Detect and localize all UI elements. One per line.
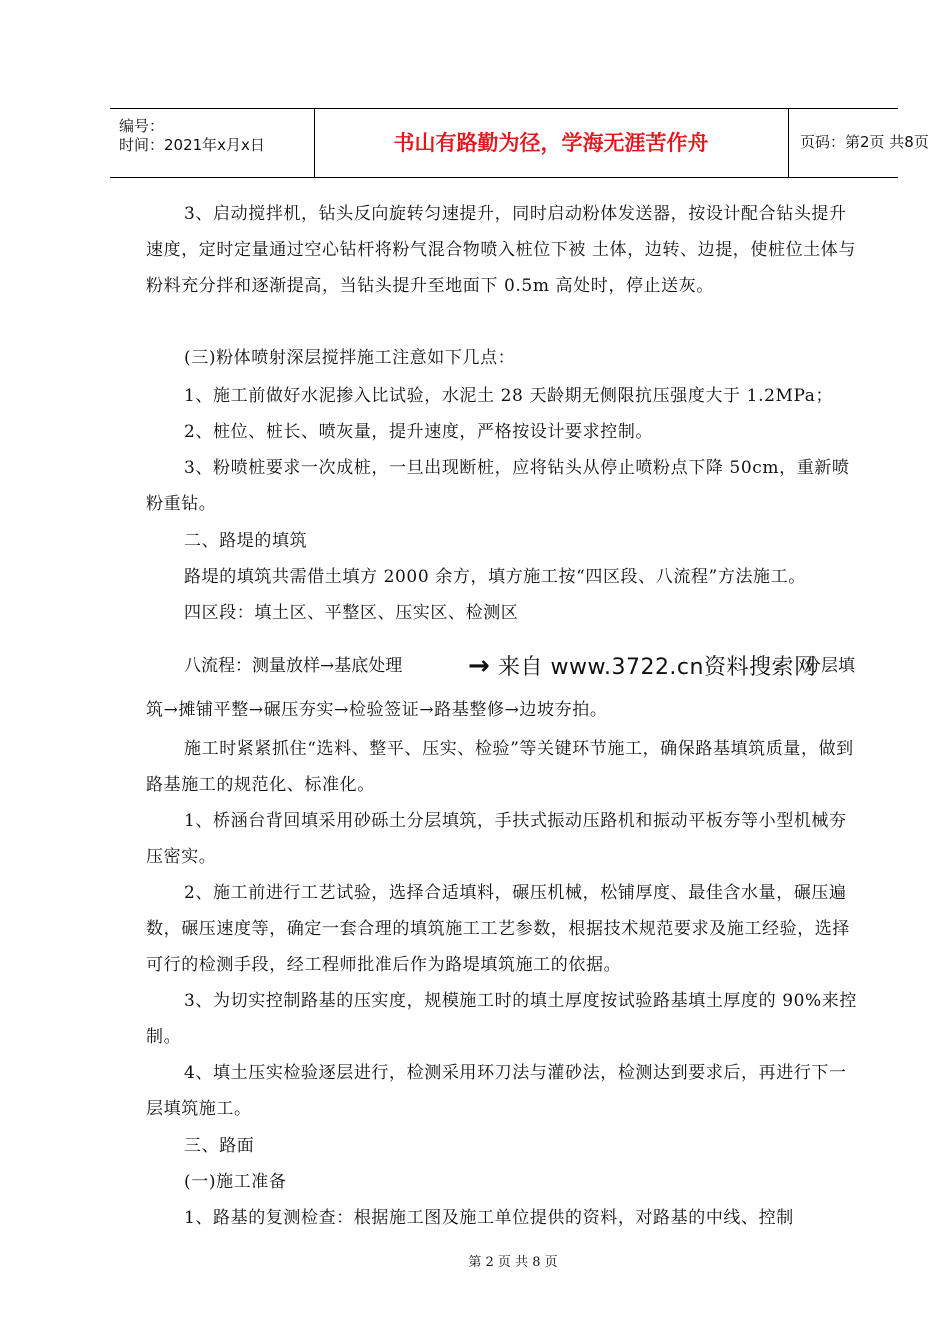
heading-embankment: 二、路堤的填筑 <box>184 531 308 551</box>
heading-preparation: (一)施工准备 <box>184 1172 287 1192</box>
paragraph-note-2: 2、桩位、桩长、喷灰量，提升速度，严格按设计要求控制。 <box>184 422 654 442</box>
eight-process-continued: 分层填 <box>804 656 855 676</box>
paragraph-key-links: 施工时紧紧抓住“选料、整平、压实、检验”等关键环节施工，确保路基填筑质量，做到路基施工的规范化、标准化。 <box>146 739 854 795</box>
paragraph-four-zones: 四区段：填土区、平整区、压实区、检测区 <box>184 603 519 623</box>
code-label: 编号： <box>119 117 165 135</box>
page-header <box>110 108 929 178</box>
header-motto-cell <box>314 109 789 177</box>
page-footer: 第 2 页 共 8 页 <box>468 1255 558 1270</box>
paragraph-fill-volume: 路堤的填筑共需借土填方 2000 余方，填方施工按“四区段、八流程”方法施工。 <box>184 567 806 587</box>
paragraph-backfill: 1、桥涵台背回填采用砂砾土分层填筑，手扶式振动压路机和振动平板夯等小型机械夯压密实。 <box>146 811 847 867</box>
paragraph-trial: 2、施工前进行工艺试验，选择合适填料，碾压机械，松铺厚度、最佳含水量，碾压遍数，碾压速度等，确定一套合理的填筑施工工艺参数，根据技术规范要求及施工经验，选择可行的检测手段，经工程师批准后作为路堤填筑施工的依据。 <box>146 883 850 975</box>
paragraph-testing: 4、填土压实检验逐层进行，检测采用环刀法与灌砂法，检测达到要求后，再进行下一层填筑施工。 <box>146 1063 847 1119</box>
eight-process-line <box>146 646 860 686</box>
page-number-label: 页码：第2页 共8页 <box>800 133 929 151</box>
eight-process-label: 八流程：测量放样→基底处理 <box>184 656 403 676</box>
heading-notes: (三)粉体喷射深层搅拌施工注意如下几点： <box>184 348 516 368</box>
paragraph-note-3: 3、粉喷桩要求一次成桩，一旦出现断桩，应将钻头从停止喷粉点下降 50cm，重新喷粉重钻。 <box>146 458 850 514</box>
date-label: 时间：2021年x月x日 <box>119 136 265 154</box>
header-page-cell <box>788 109 929 177</box>
motto: 书山有路勤为径，学海无涯苦作舟 <box>393 131 709 155</box>
arrow-icon: → <box>468 651 490 681</box>
paragraph-note-1: 1、施工前做好水泥掺入比试验，水泥土 28 天龄期无侧限抗压强度大于 1.2MPa； <box>184 386 834 406</box>
paragraph-process-steps: 筑→摊铺平整→碾压夯实→检验签证→路基整修→边坡夯拍。 <box>146 700 608 720</box>
header-meta-cell <box>110 109 315 177</box>
watermark-banner: 来自 www.3722.cn资料搜索网 <box>498 655 817 680</box>
heading-pavement: 三、路面 <box>184 1136 255 1156</box>
paragraph-compaction: 3、为切实控制路基的压实度，规模施工时的填土厚度按试验路基填土厚度的 90%来控制。 <box>146 991 858 1047</box>
paragraph-survey: 1、路基的复测检查：根据施工图及施工单位提供的资料，对路基的中线、控制 <box>184 1208 794 1228</box>
paragraph-stir-process: 3、启动搅拌机，钻头反向旋转匀速提升，同时启动粉体发送器，按设计配合钻头提升速度，定时定量通过空心钻杆将粉气混合物喷入桩位下被 土体，边转、边提，使桩位土体与粉料充分拌和逐渐提高，当钻头提升至地面下 0.5m 高处时，停止送灰。 <box>146 204 857 296</box>
